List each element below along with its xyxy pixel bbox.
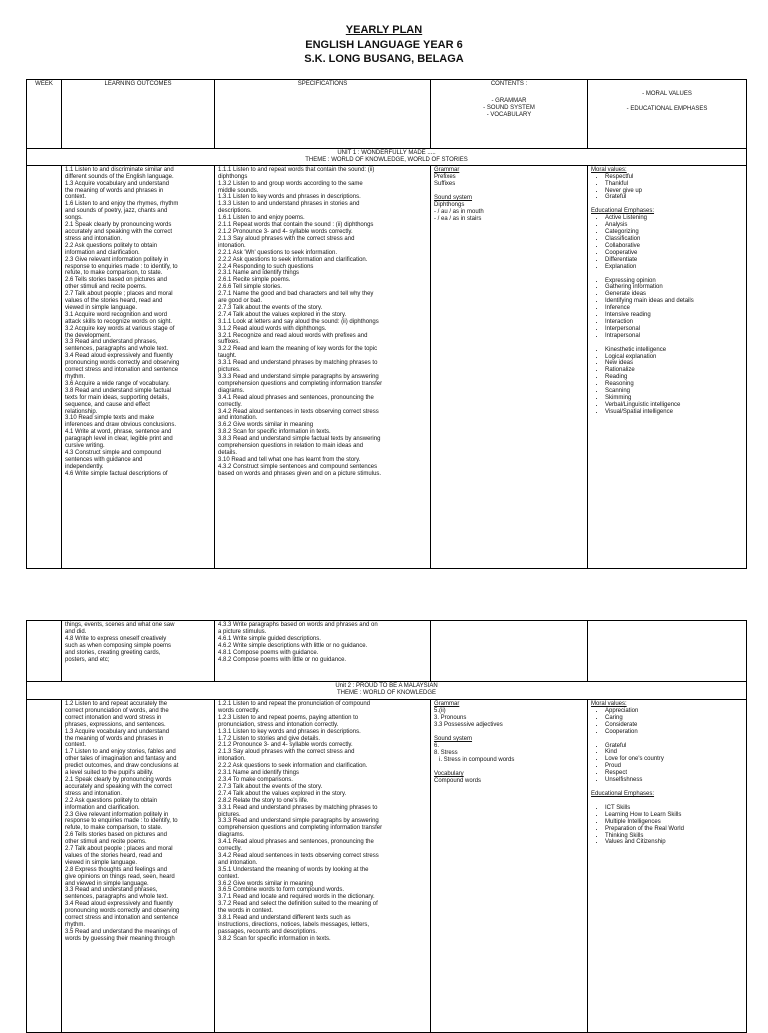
text-line: 3.5 Read and understand the meanings of (65, 928, 178, 935)
educational-emphases-list-c (591, 347, 743, 416)
text-line: intonation. (218, 242, 246, 249)
text-line: rhythm. (65, 374, 86, 380)
text-line: 3.1 Acquire word recognition and word (65, 311, 168, 318)
text-line: suffixes. (218, 339, 240, 346)
text-line: posters, and etc; (65, 656, 110, 663)
text-line: 1.3.2 Listen to and group words according to the same (218, 180, 363, 187)
text-line: 3.4.1 Read aloud phrases and sentences, pronouncing the (218, 394, 374, 401)
bullet-item: • Scanning (605, 388, 743, 395)
bullet-item: • New ideas (605, 360, 743, 367)
text-line: refute, to make comparison, to state. (65, 270, 163, 277)
text-line: 4.3 Construct simple and compound (65, 449, 162, 456)
content-heading: Grammar (434, 701, 460, 707)
unit2-moral-values-title: Moral values: (591, 701, 627, 707)
text-line: correct intonation and word stress in (65, 714, 162, 721)
text-line: such as when composing simple poems (65, 642, 172, 649)
text-line: sequence, and cause and effect (65, 401, 150, 408)
text-line: the words in context. (218, 908, 274, 915)
bullet-item: • Proud (605, 763, 743, 770)
text-line: sentences with guidance and (65, 456, 143, 463)
text-line: 3.2.1 Recognize and read aloud words with prefixes and (218, 332, 368, 339)
text-line: comprehension questions and completing information transfer (218, 825, 383, 832)
text-line: diagrams. (218, 387, 245, 394)
text-line: 2.7 Talk about people ; places and moral (65, 291, 173, 298)
bullet-item: • Respect (605, 770, 743, 777)
text-line: and intonation. (218, 859, 258, 866)
text-line: information and clarification. (65, 804, 140, 811)
content-item: Suffixes (434, 180, 456, 187)
text-line: are good or bad. (218, 298, 263, 305)
text-line: 3.8.2 Scan for specific information in texts. (218, 429, 331, 436)
text-line: 3.1.1 Look at letters and say aloud the sound: (ii) diphthongs (218, 318, 379, 325)
yearly-plan-table-1 (26, 79, 747, 569)
text-line: comprehension questions in relation to main ideas and (218, 443, 364, 450)
text-line: 2.3 Give relevant information politely in (65, 811, 169, 818)
text-line: details. (218, 449, 238, 456)
bullet-item: • Expressing opinion (605, 278, 743, 285)
continued-outcomes-cell (62, 621, 215, 682)
text-line: stress and intonation. (65, 235, 123, 242)
text-line: 3.4.2 Read aloud sentences in texts observing correct stress (218, 408, 379, 415)
text-line: correctly. (218, 401, 242, 408)
text-line: 2.3.4 To make comparisons. (218, 776, 293, 783)
text-line: 3.1.2 Read aloud words with diphthongs. (218, 325, 327, 332)
text-line: words by guessing their meaning through (65, 935, 175, 942)
text-line: give opinions on things read, seen, heard (65, 873, 175, 880)
bullet-item: • Logical explanation (605, 354, 743, 361)
text-line: 3.5.1 Understand the meaning of words by looking at the (218, 866, 369, 873)
learning-outcomes-header: LEARNING OUTCOMES (62, 80, 215, 149)
text-line: texts for main ideas, supporting details, (65, 394, 170, 401)
continuation-row (27, 621, 747, 682)
text-line: 2.3.1 Name and identify things (218, 270, 300, 277)
bullet-item: • Inference (605, 305, 743, 312)
bullet-item: • Visual/Spatial intelligence (605, 409, 743, 416)
document-subtitle: ENGLISH LANGUAGE YEAR 6 (305, 39, 463, 51)
document-title: YEARLY PLAN (345, 24, 423, 36)
text-line: 1.7.2 Listen to stories and give details. (218, 735, 321, 742)
text-line: accurately and speaking with the correct (65, 783, 173, 790)
text-line: 3.3.1 Read and understand phrases by matching phrases to (218, 360, 378, 367)
text-line: 2.1 Speak clearly by pronouncing words (65, 222, 172, 229)
text-line: context. (65, 742, 87, 749)
school-name: S.K. LONG BUSANG, BELAGA (304, 53, 464, 65)
text-line: attack skills to recognize words on sight. (65, 318, 173, 325)
bullet-item: • Preparation of the Real World (605, 826, 743, 833)
text-line: diphthongs (218, 173, 248, 180)
text-line: 2.2.1 Ask 'Wh' questions to seek information. (218, 249, 338, 256)
bullet-item: • Cooperation (605, 729, 743, 736)
text-line: 2.8.2 Relate the story to one's life. (218, 797, 309, 804)
content-item: 6. (434, 743, 440, 749)
text-line: response to enquiries made : to identify, to (65, 263, 178, 270)
contents-header: CONTENTS : - GRAMMAR - SOUND SYSTEM - VOCABULARY (431, 80, 588, 149)
bullet-item: • Categorizing (605, 229, 743, 236)
text-line: 4.6 Write simple factual descriptions of (65, 470, 168, 477)
text-line: independently. (65, 463, 104, 470)
bullet-item: • Interpersonal (605, 326, 743, 333)
unit-title-row (27, 149, 747, 166)
contents-cell (431, 165, 588, 568)
bullet-item: • Classification (605, 236, 743, 243)
bullet-item: • Intrapersonal (605, 333, 743, 340)
text-line: 3.6.5 Combine words to form compound words. (218, 887, 345, 894)
text-line: pronouncing words correctly and observing (65, 908, 180, 915)
text-line: diagrams. (218, 832, 245, 839)
text-line: 2.7.3 Talk about the events of the story. (218, 304, 323, 311)
text-line: 1.1 Listen to and discriminate similar and (65, 166, 174, 173)
unit2-educational-emphases-list (591, 805, 743, 846)
bullet-item: • Differentiate (605, 257, 743, 264)
bullet-item: • Intensive reading (605, 312, 743, 319)
text-line: 3.8.2 Scan for specific information in texts. (218, 935, 331, 942)
text-line: descriptions. (218, 208, 252, 215)
week-header: WEEK (27, 80, 62, 149)
bullet-item: • Learning How to Learn Skills (605, 812, 743, 819)
text-line: response to enquiries made : to identify, to (65, 818, 178, 825)
text-line: 2.7 Talk about people ; places and moral (65, 846, 173, 853)
text-line: 1.2.1 Listen to and repeat the pronunciation of compound (218, 701, 371, 707)
yearly-plan-table-2 (26, 620, 747, 1033)
text-line: 3.8.1 Read and understand different texts such as (218, 915, 351, 922)
text-line: 4.3.2 Construct simple sentences and compound sentences (218, 463, 378, 470)
bullet-item: • ICT Skills (605, 805, 743, 812)
unit2-theme-title: THEME : WORLD OF KNOWLEDGE (336, 689, 436, 696)
text-line: the meaning of words and phrases in (65, 187, 164, 194)
theme-title: THEME : WORLD OF KNOWLEDGE, WORLD OF STORIES (305, 156, 468, 163)
bullet-item: • Interaction (605, 319, 743, 326)
text-line: and viewed in simple language. (65, 880, 149, 887)
bullet-item: • Love for one's country (605, 756, 743, 763)
content-heading: Vocabulary (434, 771, 464, 777)
text-line: 2.8 Express thoughts and feelings and (65, 866, 168, 873)
text-line: 2.1.1 Repeat words that contain the sound : (ii) diphthongs (218, 222, 374, 229)
text-line: 2.6.1 Recite simple poems. (218, 277, 291, 284)
text-line: values of the stories heard, read and (65, 852, 163, 859)
text-line: 2.2.2 Ask questions to seek information and clarification. (218, 256, 368, 263)
text-line: correct stress and intonation and sentence (65, 367, 179, 374)
bullet-item: • Never give up (605, 188, 743, 195)
text-line: 4.6.2 Write simple descriptions with little or no guidance. (218, 642, 368, 649)
text-line: a picture stimulus. (218, 628, 267, 635)
text-line: correctly. (218, 846, 242, 853)
unit2-moral-list-a (591, 708, 743, 736)
text-line: different sounds of the English language. (65, 173, 174, 180)
text-line: middle sounds. (218, 187, 259, 194)
unit-title: UNIT 1 : WONDERFULLY MADE ..... (337, 150, 436, 156)
bullet-item: • Values and Citizenship (605, 839, 743, 846)
text-line: other tales of imagination and fantasy and (65, 756, 177, 763)
bullet-item: • Collaborative (605, 243, 743, 250)
content-heading: Grammar (434, 166, 460, 173)
content-heading: Sound system (434, 736, 473, 742)
unit2-moral-list-b (591, 743, 743, 784)
text-line: 3.7.2 Read and select the definition suited to the meaning of (218, 901, 378, 908)
bullet-item: • Appreciation (605, 708, 743, 715)
text-line: and sounds of poetry, jazz, chants and (65, 208, 168, 215)
bullet-item: • Considerate (605, 722, 743, 729)
unit2-title-row (27, 682, 747, 700)
text-line: 2.1.2 Pronounce 3- and 4- syllable words correctly. (218, 228, 353, 235)
text-line: refute, to make comparison, to state. (65, 825, 163, 832)
content-item (434, 188, 584, 195)
text-line: the development. (65, 332, 112, 339)
text-line: 3.6.2 Give words similar in meaning (218, 880, 314, 887)
text-line: songs. (65, 215, 83, 222)
text-line: 1.7 Listen to and enjoy stories, fables and (65, 749, 176, 756)
text-line: instructions, directions, notices, labels messages, letters, (218, 922, 370, 928)
unit1-content-row (27, 165, 747, 568)
values-header: - MORAL VALUES - EDUCATIONAL EMPHASES (588, 80, 747, 149)
content-item: 3. Pronouns (434, 715, 467, 721)
text-line: 3.6 Acquire a wide range of vocabulary. (65, 380, 170, 387)
content-item: Compound words (434, 778, 482, 784)
educational-emphases-list-b (591, 278, 743, 340)
text-line: comprehension questions and completing information transfer (218, 380, 383, 387)
content-item: 5.(ii) (434, 708, 446, 714)
text-line: 3.10 Read and tell what one has learnt from the story. (218, 456, 361, 463)
text-line: and intonation. (218, 415, 258, 422)
text-line: 3.3.3 Read and understand simple paragraphs by answering (218, 374, 379, 380)
text-line: - VOCABULARY (486, 111, 532, 118)
text-line: sentences, paragraphs and whole text. (65, 894, 169, 901)
continued-specifications-cell (215, 621, 431, 682)
bullet-item: • Kinesthetic intelligence (605, 347, 743, 354)
text-line: relationship. (65, 408, 98, 415)
text-line: passages, recounts and descriptions. (218, 928, 318, 935)
text-line: 3.3 Read and understand phrases, (65, 339, 158, 346)
text-line: 3.3.1 Read and understand phrases by matching phrases to (218, 804, 378, 811)
text-line: 4.8 Write to express oneself creatively (65, 635, 167, 642)
content-item (434, 729, 584, 736)
text-line: pronunciation, stress and intonation correctly. (218, 721, 339, 728)
text-line: 1.6.1 Listen to and enjoy poems. (218, 215, 305, 222)
text-line: predict outcomes, and draw conclusions at (65, 763, 179, 770)
unit2-outcomes-cell (62, 700, 215, 1033)
text-line: inferences and draw obvious conclusions. (65, 422, 177, 429)
week-cell (27, 165, 62, 568)
unit2-contents-cell (431, 700, 588, 1033)
text-line: 1.3.1 Listen to key words and phrases in descriptions. (218, 194, 361, 201)
text-line: phrases, expressions, and sentences. (65, 721, 166, 728)
bullet-item: • Identifying main ideas and details (605, 298, 743, 305)
text-line: stress and intonation. (65, 790, 123, 797)
text-line: rhythm. (65, 922, 86, 928)
text-line: 3.4 Read aloud expressively and fluently (65, 353, 173, 360)
text-line: pictures. (218, 367, 241, 374)
text-line: things, events, scenes and what one saw (65, 622, 175, 628)
content-item: 3.3 Possessive adjectives (434, 722, 503, 728)
text-line: values of the stories heard, read and (65, 298, 163, 305)
text-line: correct pronunciation of words, and the (65, 707, 169, 714)
content-item: Diphthongs (434, 201, 465, 208)
moral-values-title: Moral values: (591, 166, 627, 173)
text-line: 3.10 Read simple texts and make (65, 415, 155, 422)
text-line: accurately and speaking with the correct (65, 228, 173, 235)
text-line: 3.8 Read and understand simple factual (65, 387, 172, 394)
text-line: 4.8.1 Compose poems with guidance. (218, 649, 319, 656)
text-line: 2.1.2 Pronounce 3- and 4- syllable words correctly. (218, 742, 353, 749)
specifications-header: SPECIFICATIONS (215, 80, 431, 149)
text-line: pictures. (218, 811, 241, 818)
text-line: 2.2.2 Ask questions to seek information and clarification. (218, 763, 368, 770)
text-line: 2.2.4 Responding to such questions (218, 263, 314, 270)
text-line: 2.1.3 Say aloud phrases with the correct stress and (218, 749, 355, 756)
bullet-item: • Grateful (605, 743, 743, 750)
text-line: 1.2.3 Listen to and repeat poems, paying attention to (218, 714, 359, 721)
text-line: paragraph level in clear, legible print and (65, 436, 173, 443)
text-line: taught. (218, 353, 237, 360)
text-line: 2.1 Speak clearly by pronouncing words (65, 776, 172, 783)
content-heading: Sound system (434, 194, 473, 201)
bullet-item: • Analysis (605, 222, 743, 229)
text-line: 2.3.1 Name and identify things (218, 770, 300, 777)
specifications-cell (215, 165, 431, 568)
text-line: 3.8.3 Read and understand simple factual texts by answering (218, 436, 381, 443)
text-line: context. (65, 194, 87, 201)
bullet-item: • Skimming (605, 395, 743, 402)
text-line: a level suited to the pupil's ability. (65, 770, 154, 777)
text-line: 3.6.2 Give words similar in meaning (218, 422, 314, 429)
text-line: viewed in simple language. (65, 859, 138, 866)
bullet-item: • Thinking Skills (605, 833, 743, 840)
learning-outcomes-cell (62, 165, 215, 568)
bullet-item: • Verbal/Linguistic intelligence (605, 402, 743, 409)
text-line: viewed in simple language. (65, 304, 138, 311)
text-line: 2.3 Give relevant information politely in (65, 256, 169, 263)
unit2-content-row (27, 700, 747, 1033)
text-line: 1.6 Listen to and enjoy the rhymes, rhythm (65, 201, 179, 208)
text-line: 2.6.6 Tell simple stories. (218, 284, 282, 291)
text-line: 3.3 Read and understand phrases, (65, 887, 158, 894)
educational-emphases-title: Educational Emphases: (591, 208, 655, 215)
text-line: 2.6 Tells stories based on pictures and (65, 277, 167, 284)
text-line: 2.1.3 Say aloud phrases with the correct stress and (218, 235, 355, 242)
text-line: words correctly. (218, 707, 260, 714)
text-line: cursive writing. (65, 443, 105, 450)
bullet-item: • Unselfishness (605, 777, 743, 784)
text-line: 3.4 Read aloud expressively and fluently (65, 901, 173, 908)
content-item: Prefixes (434, 173, 456, 180)
unit2-values-cell (588, 700, 747, 1033)
bullet-item: • Generate ideas (605, 291, 743, 298)
text-line: 2.2 Ask questions politely to obtain (65, 242, 158, 249)
text-line: 4.3.3 Write paragraphs based on words and phrases and on (218, 622, 378, 628)
text-line: 2.7.4 Talk about the values explored in the story. (218, 790, 347, 797)
text-line: 2.7.1 Name the good and bad characters and tell why they (218, 291, 374, 298)
text-line: 2.6 Tells stories based on pictures and (65, 832, 167, 839)
column-header-row (27, 80, 747, 149)
unit2-educational-emphases-title: Educational Emphases: (591, 790, 655, 797)
educational-emphases-list-a (591, 215, 743, 270)
text-line: 1.3.3 Listen to and understand phrases in stories and (218, 201, 360, 208)
bullet-item: • Thankful (605, 181, 743, 188)
text-line: and stories, creating greeting cards, (65, 649, 161, 656)
bullet-item: • Caring (605, 715, 743, 722)
text-line: 3.4.1 Read aloud phrases and sentences, pronouncing the (218, 839, 374, 846)
text-line: context. (218, 873, 240, 880)
text-line: and did. (65, 628, 87, 635)
text-line: 4.6.1 Write simple guided descriptions. (218, 635, 321, 642)
bullet-item: • Cooperative (605, 250, 743, 257)
text-line: - SOUND SYSTEM (483, 104, 535, 111)
contents-list (434, 98, 584, 119)
text-line: 1.3 Acquire vocabulary and understand (65, 728, 170, 735)
bullet-item: • Explanation (605, 264, 743, 271)
moral-values-list (591, 174, 743, 202)
text-line: 1.3.1 Listen to key words and phrases in descriptions. (218, 728, 361, 735)
bullet-item: • Multiple Intelligences (605, 819, 743, 826)
text-line: other stimuli and recite poems. (65, 284, 147, 291)
content-item: - / au / as in mouth (434, 208, 484, 215)
bullet-item: • Gathering information (605, 284, 743, 291)
bullet-item: • Reasoning (605, 381, 743, 388)
unit2-specifications-cell (215, 700, 431, 1033)
text-line: the meaning of words and phrases in (65, 735, 164, 742)
text-line: sentences, paragraphs and whole text. (65, 346, 169, 353)
text-line: 1.1.1 Listen to and repeat words that contain the sound: (ii) (218, 166, 375, 173)
bullet-item: • Kind (605, 749, 743, 756)
text-line: 1.3 Acquire vocabulary and understand (65, 180, 170, 187)
text-line: 2.7.4 Talk about the values explored in the story. (218, 311, 347, 318)
bullet-item: • Grateful (605, 194, 743, 201)
text-line: 3.3.3 Read and understand simple paragraphs by answering (218, 818, 379, 825)
text-line: other stimuli and recite poems. (65, 839, 147, 846)
text-line: 2.2 Ask questions politely to obtain (65, 797, 158, 804)
text-line: intonation. (218, 756, 246, 763)
text-line: 1.2 Listen to and repeat accurately the (65, 701, 168, 707)
text-line: 3.7.1 Read and locate and required words in the dictionary. (218, 894, 375, 901)
content-item (434, 764, 584, 771)
text-line: correct stress and intonation and sentence (65, 915, 179, 922)
bullet-item: • Active Listening (605, 215, 743, 222)
values-cell (588, 165, 747, 568)
text-line: 3.2 Acquire key words at various stage of (65, 325, 175, 332)
text-line: based on words and phrases given and on a picture stimulus. (218, 470, 382, 477)
content-item: i. Stress in compound words (434, 757, 515, 763)
content-item: - / ea / as in stairs (434, 215, 482, 222)
text-line: 2.7.3 Talk about the events of the story. (218, 783, 323, 790)
content-item: 8. Stress (434, 750, 458, 756)
text-line: 3.2.2 Read and learn the meaning of key words for the topic (218, 346, 378, 353)
text-line: information and clarification. (65, 249, 140, 256)
text-line: 3.4.2 Read aloud sentences in texts observing correct stress (218, 852, 379, 859)
bullet-item: • Reading (605, 374, 743, 381)
text-line: pronouncing words correctly and observing (65, 360, 180, 367)
text-line: - GRAMMAR (491, 97, 527, 104)
text-line: 4.1 Write at word, phrase, sentence and (65, 429, 172, 436)
bullet-item: • Rationalize (605, 367, 743, 374)
text-line: 4.8.2 Compose poems with little or no guidance. (218, 656, 347, 663)
bullet-item: • Respectful (605, 174, 743, 181)
unit2-title: Unit 2 : PROUD TO BE A MALAYSIAN (335, 683, 438, 689)
